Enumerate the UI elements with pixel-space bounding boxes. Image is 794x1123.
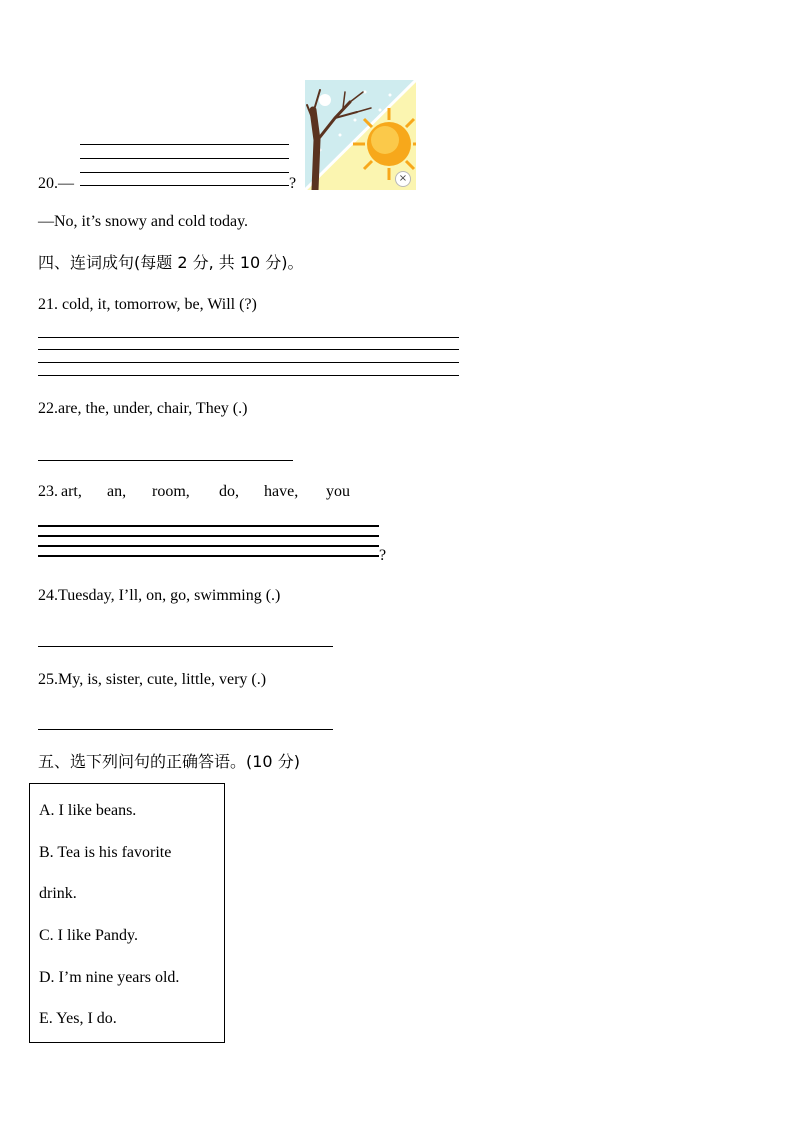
option-b-continued: drink. (39, 885, 77, 902)
question-23-number: 23. (38, 483, 58, 500)
option-c: C. I like Pandy. (39, 927, 138, 944)
answer-line (38, 525, 379, 527)
option-d: D. I’m nine years old. (39, 969, 180, 986)
section-title: 五、选下列问句的正确答语。(10 分) (38, 752, 300, 771)
answer-line (38, 545, 379, 547)
section-title: 四、连词成句(每题 2 分, 共 10 分)。 (38, 253, 304, 272)
answer-line (80, 185, 289, 186)
q23-word: have, (264, 483, 299, 500)
question-number: 20.— (38, 175, 74, 192)
question-mark: ? (379, 547, 387, 564)
question-24: 24.Tuesday, I’ll, on, go, swimming (.) (38, 587, 281, 604)
question-21: 21. cold, it, tomorrow, be, Will (?) (38, 296, 257, 313)
options-box (29, 783, 225, 1043)
option-b: B. Tea is his favorite (39, 844, 172, 861)
answer-line (80, 158, 289, 159)
question-22: 22.are, the, under, chair, They (.) (38, 400, 248, 417)
option-e: E. Yes, I do. (39, 1010, 117, 1027)
q23-word: you (326, 483, 350, 500)
option-a: A. I like beans. (39, 802, 137, 819)
q23-word: room, (152, 483, 190, 500)
q20-answer: —No, it’s snowy and cold today. (38, 213, 249, 230)
close-icon[interactable]: × (395, 171, 411, 187)
answer-line (38, 646, 333, 647)
q23-word: an, (107, 483, 127, 500)
answer-line (38, 362, 459, 363)
weather-image (305, 80, 416, 190)
answer-line (38, 337, 459, 338)
q23-word: art, (61, 483, 82, 500)
question-25: 25.My, is, sister, cute, little, very (.) (38, 671, 267, 688)
answer-line (80, 172, 289, 173)
q23-word: do, (219, 483, 239, 500)
answer-line (38, 375, 459, 376)
answer-line (38, 535, 379, 537)
answer-line (38, 729, 333, 730)
answer-line (38, 460, 293, 461)
answer-line (80, 144, 289, 145)
answer-line (38, 555, 379, 557)
answer-line (38, 349, 459, 350)
question-mark: ? (289, 175, 297, 192)
